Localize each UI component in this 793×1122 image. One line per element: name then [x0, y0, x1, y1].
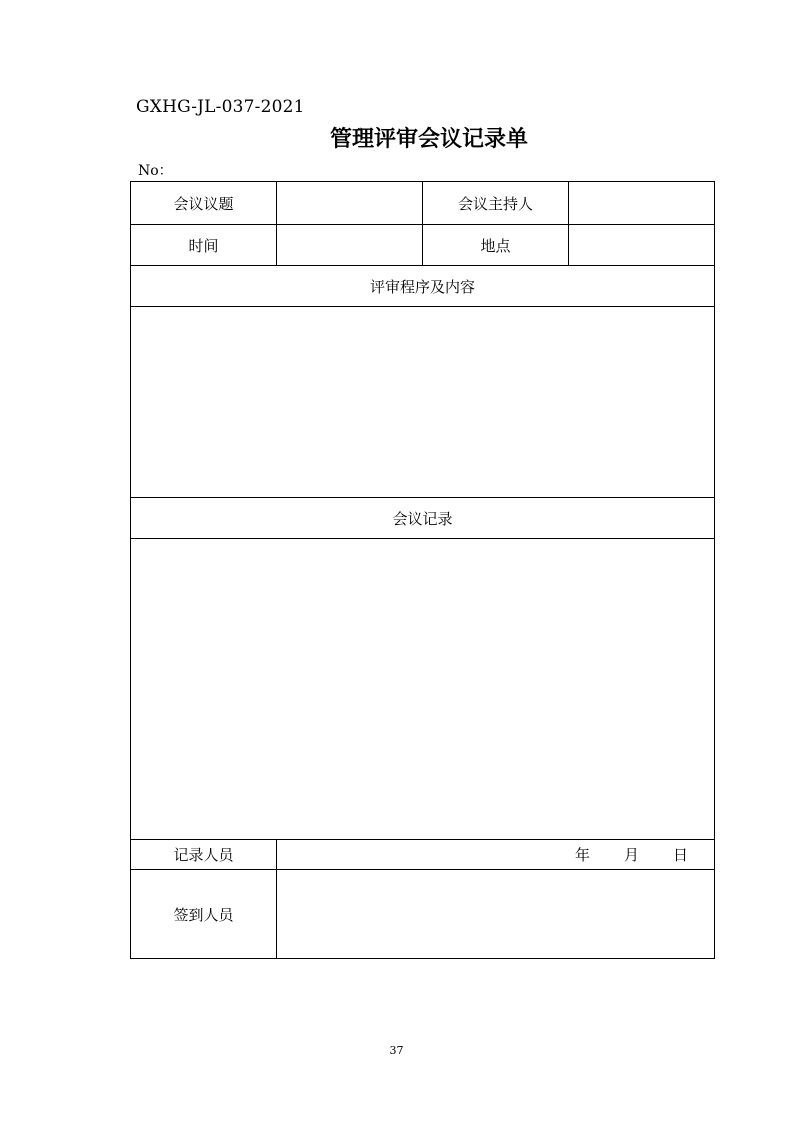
recorder-row	[131, 840, 715, 870]
signin-row	[131, 870, 715, 959]
place-label: 地点	[423, 225, 569, 266]
time-place-row	[131, 225, 715, 266]
procedure-header: 评审程序及内容	[131, 266, 715, 307]
meeting-record-form	[130, 181, 715, 959]
document-number-label: No：	[138, 163, 173, 179]
record-header-row	[131, 498, 715, 539]
date-month-label: 月	[623, 846, 639, 864]
host-label: 会议主持人	[423, 182, 569, 225]
procedure-content-row	[131, 307, 715, 498]
date-day-label: 日	[672, 846, 688, 864]
topic-host-row	[131, 182, 715, 225]
page-number: 37	[389, 1044, 404, 1057]
procedure-content-area[interactable]	[131, 307, 715, 498]
record-header: 会议记录	[131, 498, 715, 539]
procedure-header-row	[131, 266, 715, 307]
document-code: GXHG-JL-037-2021	[136, 97, 305, 117]
topic-field[interactable]	[277, 182, 423, 225]
signin-field[interactable]	[277, 870, 715, 959]
time-field[interactable]	[277, 225, 423, 266]
date-year-label: 年	[574, 846, 590, 864]
document-title: 管理评审会议记录单	[329, 126, 528, 152]
record-content-row	[131, 539, 715, 840]
host-field[interactable]	[569, 182, 715, 225]
signin-label: 签到人员	[131, 870, 277, 959]
recorder-date-field[interactable]	[277, 840, 715, 870]
topic-label: 会议议题	[131, 182, 277, 225]
time-label: 时间	[131, 225, 277, 266]
record-content-area[interactable]	[131, 539, 715, 840]
recorder-label: 记录人员	[131, 840, 277, 870]
place-field[interactable]	[569, 225, 715, 266]
date-parts	[575, 840, 688, 869]
